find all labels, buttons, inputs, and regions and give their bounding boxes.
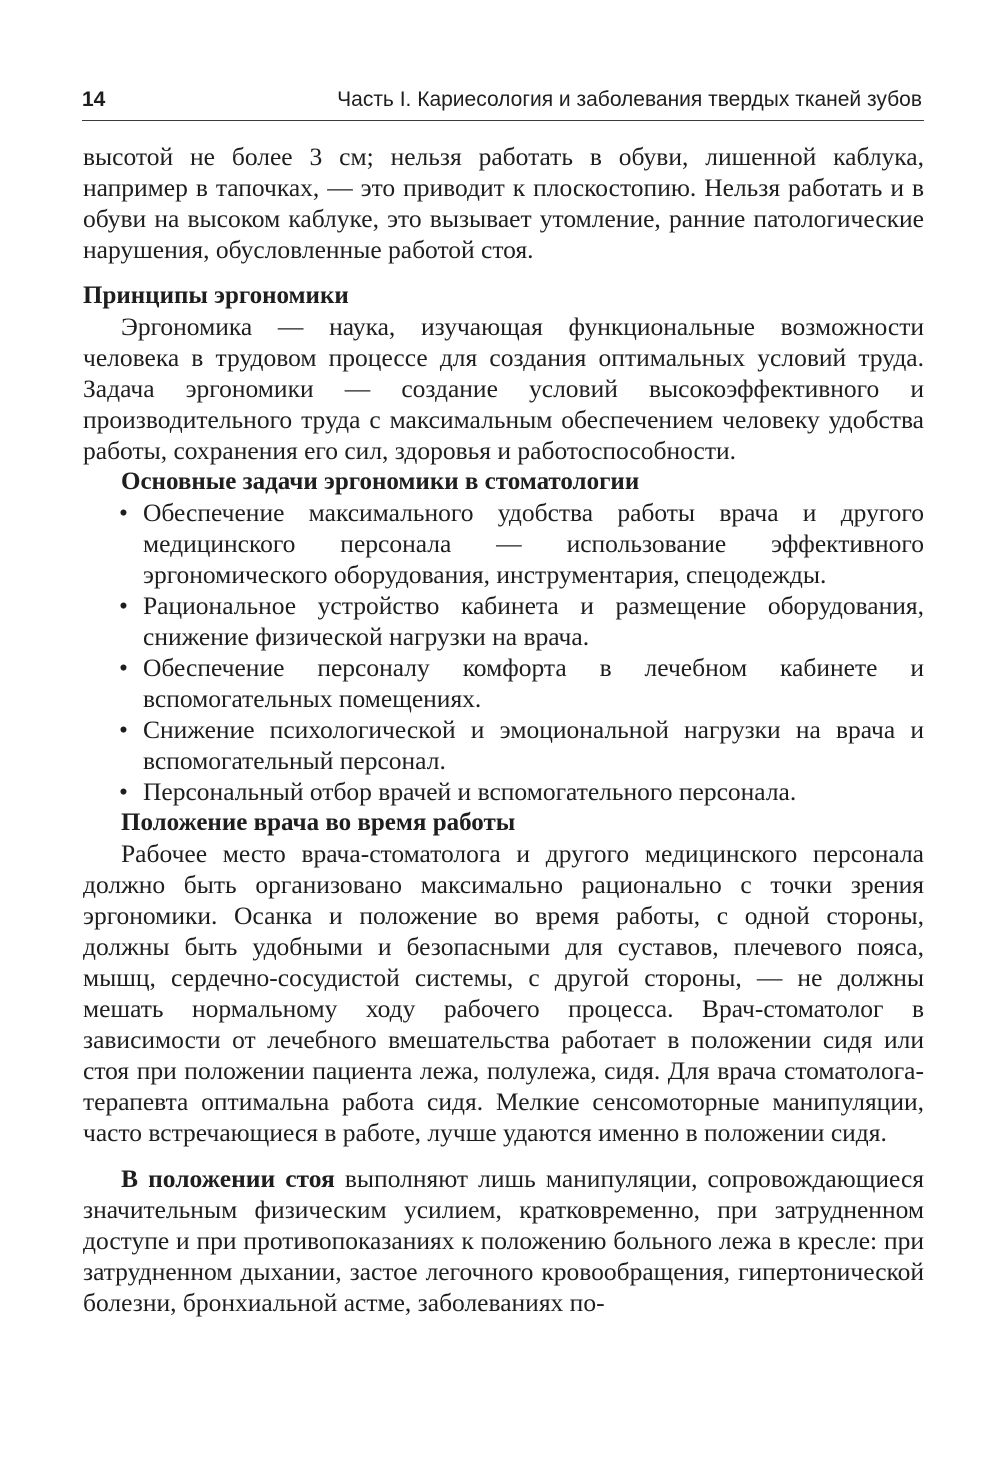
list-item (83, 590, 924, 652)
list-item (83, 652, 924, 714)
list-item (83, 776, 924, 807)
list-item-text: Рациональное устройство кабинета и размещение оборудования, снижение физической нагрузки на врача. (143, 591, 924, 651)
list-item-text: Обеспечение персоналу комфорта в лечебном кабинете и вспомогательных помещениях. (143, 653, 924, 713)
workplace-paragraph: Рабочее место врача-стоматолога и другого медицинского персонала должно быть организовано максимально рационально с точки зрения эргономики. Осанка и положение во время работы, с одной стороны, должны быть удобными и безопасными для суставов, плечевого пояса, мышц, сердечно-сосудистой системы, с другой стороны, — не должны мешать нормальному ходу рабочего процесса. Врач-стоматолог в зависимости от лечебного вмешательства работает в положении сидя или стоя при положении пациента лежа, полулежа, сидя. Для врача стоматолога-терапевта оптимальна работа сидя. Мелкие сенсомоторные манипуляции, часто встречающиеся в работе, лучше удаются именно в положении сидя. (83, 839, 924, 1147)
page-body (83, 141, 924, 1318)
bullet-icon: • (119, 715, 128, 744)
standing-position-lead: В положении стоя (121, 1164, 335, 1193)
heading-main-tasks: Основные задачи эргономики в стоматологии (121, 468, 640, 495)
ergonomics-definition-paragraph: Эргономика — наука, изучающая функциональные возможности человека в трудовом процессе для создания оптимальных условий труда. Задача эргономики — создание условий высокоэффективного и производительного труда с максимальным обеспечением человеку удобства работы, сохранения его сил, здоровья и работоспособности. (83, 312, 924, 465)
heading-doctor-position: Положение врача во время работы (121, 809, 516, 836)
list-item-text: Снижение психологической и эмоциональной нагрузки на врача и вспомогательный персонал. (143, 715, 924, 775)
standing-position-text: выполняют лишь манипуляции, сопровождающиеся значительным физическим усилием, кратковременно, при затрудненном доступе и при противопоказаниях к положению больного лежа в кресле: при затрудненном дыхании, застое легочного кровообращения, гипертонической болезни, бронхиальной астме, заболеваниях по- (83, 1164, 924, 1317)
chapter-title: Часть I. Кариесология и заболевания твердых тканей зубов (337, 88, 922, 111)
list-item-text: Персональный отбор врачей и вспомогательного персонала. (143, 777, 797, 806)
bullet-icon: • (119, 653, 128, 682)
list-item-text: Обеспечение максимального удобства работы врача и другого медицинского персонала — использование эффективного эргономического оборудования, инструментария, спецодежды. (143, 498, 924, 589)
bullet-icon: • (119, 777, 128, 806)
list-item (83, 714, 924, 776)
bullet-icon: • (119, 498, 128, 527)
running-header (82, 86, 924, 121)
tasks-list (83, 497, 924, 807)
heading-ergonomics-principles: Принципы эргономики (83, 282, 349, 309)
page-number: 14 (82, 88, 106, 111)
continued-paragraph: высотой не более 3 см; нельзя работать в обуви, лишенной каблука, например в тапочках, — это приводит к плоскостопию. Нельзя работать и в обуви на высоком каблуке, это вызывает утомление, ранние патологические нарушения, обусловленные работой стоя. (83, 142, 924, 264)
bullet-icon: • (119, 591, 128, 620)
standing-position-paragraph (83, 1163, 924, 1318)
list-item (83, 497, 924, 590)
